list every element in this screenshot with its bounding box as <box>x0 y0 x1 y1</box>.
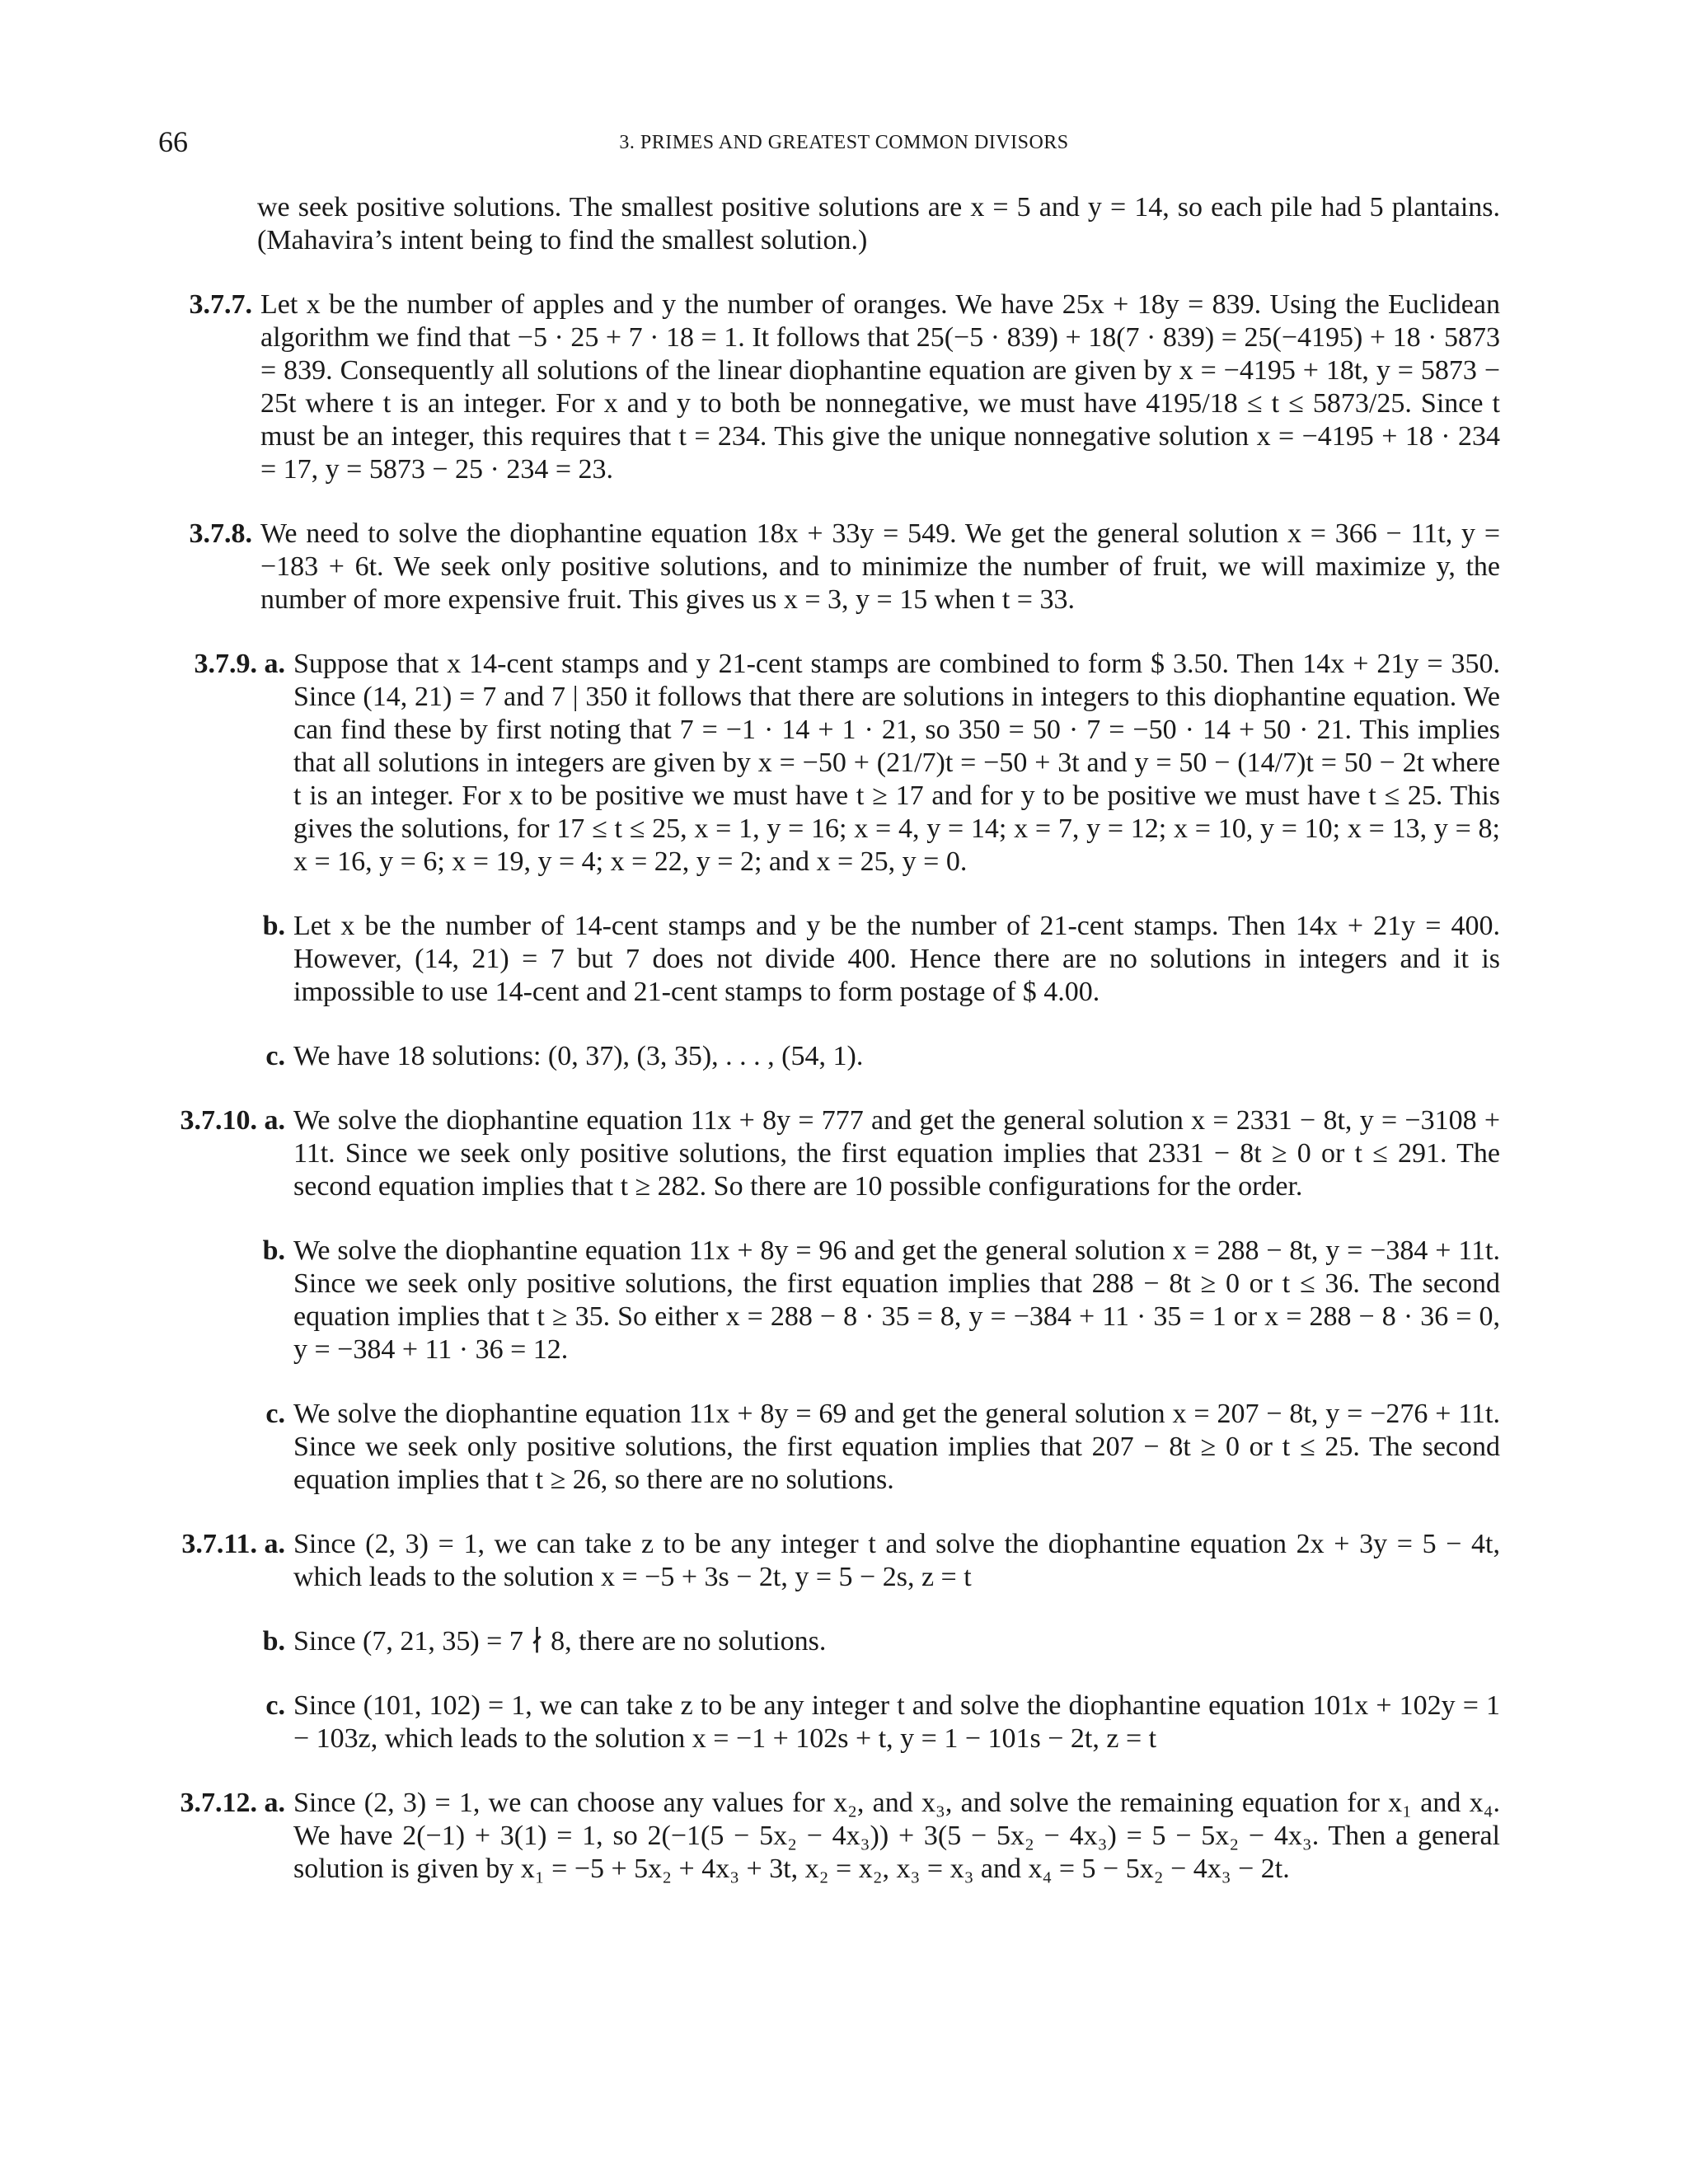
item-label: 3.7.11. a. <box>181 1529 285 1559</box>
item-text: We solve the diophantine equation 11x + 8y = 96 and get the general solution x = 288 − 8t, y = −384 + 11t. Since we seek only positive solutions, the first equation implies that 288 − 8t ≥ 0 or t ≤ 36. The second equation implies that t ≥ 35. So either x = 288 − 8 · 35 = 8, y = −384 + 11 · 35 = 1 or x = 288 − 8 · 36 = 0, y = −384 + 11 · 36 = 12. <box>293 1235 1500 1365</box>
item-text: Let x be the number of apples and y the number of oranges. We have 25x + 18y = 839. Using the Euclidean algorithm we find that −5 · 25 + 7 · 18 = 1. It follows that 25(−5 · 839) + 18(7 · 839) = 25(−4195) + 18 · 5873 = 839. Consequently all solutions of the linear diophantine equation are given by x = −4195 + 18t, y = 5873 − 25t where t is an integer. For x and y to both be nonnegative, we must have 4195/18 ≤ t ≤ 5873/25. Since t must be an integer, this requires that t = 234. This give the unique nonnegative solution x = −4195 + 18 · 234 = 17, y = 5873 − 25 · 234 = 23. <box>260 289 1500 485</box>
item-label: 3.7.12. a. <box>180 1788 285 1818</box>
item-label: 3.7.8. <box>189 518 252 549</box>
solution-3-7-11-c <box>181 1690 1500 1755</box>
solution-3-7-8 <box>181 518 1500 616</box>
solution-3-7-9-b <box>181 910 1500 1009</box>
item-text: Let x be the number of 14-cent stamps and y be the number of 21-cent stamps. Then 14x + 21y = 400. However, (14, 21) = 7 but 7 does not divide 400. Hence there are no solutions in integers and it is impossible to use 14-cent and 21-cent stamps to form postage of $ 4.00. <box>293 911 1500 1007</box>
solution-3-7-12-a <box>181 1787 1500 1886</box>
item-text: Since (101, 102) = 1, we can take z to be any integer t and solve the diophantine equation 101x + 102y = 1 − 103z, which leads to the solution x = −1 + 102s + t, y = 1 − 101s − 2t, z = t <box>293 1690 1500 1754</box>
solution-3-7-11-b <box>181 1625 1500 1658</box>
item-label: c. <box>265 1690 285 1721</box>
solution-3-7-9-c <box>181 1040 1500 1073</box>
solution-3-7-11-a <box>181 1528 1500 1594</box>
item-text: Suppose that x 14-cent stamps and y 21-cent stamps are combined to form $ 3.50. Then 14x + 21y = 350. Since (14, 21) = 7 and 7 | 350 it follows that there are solutions in integers to this diophantine equation. We can find these by first noting that 7 = −1 · 14 + 1 · 21, so 350 = 50 · 7 = −50 · 14 + 50 · 21. This implies that all solutions in integers are given by x = −50 + (21/7)t = −50 + 3t and y = 50 − (14/7)t = 50 − 2t where t is an integer. For x to be positive we must have t ≥ 17 and for y to be positive we must have t ≤ 25. This gives the solutions, for 17 ≤ t ≤ 25, x = 1, y = 16; x = 4, y = 14; x = 7, y = 12; x = 10, y = 10; x = 13, y = 8; x = 16, y = 6; x = 19, y = 4; x = 22, y = 2; and x = 25, y = 0. <box>293 649 1500 877</box>
item-label: 3.7.10. a. <box>180 1105 285 1136</box>
item-label: c. <box>265 1399 285 1429</box>
item-label: b. <box>262 1626 285 1657</box>
running-head: 3. PRIMES AND GREATEST COMMON DIVISORS <box>619 132 1069 153</box>
item-text: We solve the diophantine equation 11x + 8y = 69 and get the general solution x = 207 − 8t, y = −276 + 11t. Since we seek only positive solutions, the first equation implies that 207 − 8t ≥ 0 or t ≤ 25. The second equation implies that t ≥ 26, so there are no solutions. <box>293 1399 1500 1495</box>
item-label: 3.7.7. <box>189 289 252 320</box>
item-label: b. <box>262 911 285 941</box>
item-text: We have 18 solutions: (0, 37), (3, 35), . . . , (54, 1). <box>293 1041 864 1071</box>
solution-3-7-10-a <box>181 1104 1500 1203</box>
solution-3-7-10-b <box>181 1235 1500 1366</box>
item-text: Since (7, 21, 35) = 7 ∤ 8, there are no solutions. <box>293 1626 827 1657</box>
solution-3-7-9-a <box>181 648 1500 879</box>
continued-paragraph: we seek positive solutions. The smallest positive solutions are x = 5 and y = 14, so each pile had 5 plantains. (Mahavira’s intent being to find the smallest solution.) <box>257 192 1500 255</box>
item-text: Since (2, 3) = 1, we can choose any values for x₂, and x₃, and solve the remaining equation for x₁ and x₄. We have 2(−1) + 3(1) = 1, so 2(−1(5 − 5x₂ − 4x₃)) + 3(5 − 5x₂ − 4x₃) = 5 − 5x₂ − 4x₃. Then a general solution is given by x₁ = −5 + 5x₂ + 4x₃ + 3t, x₂ = x₂, x₃ = x₃ and x₄ = 5 − 5x₂ − 4x₃ − 2t. <box>293 1788 1500 1884</box>
page-body <box>181 191 1500 1886</box>
page-number: 66 <box>158 125 188 158</box>
item-text: Since (2, 3) = 1, we can take z to be any integer t and solve the diophantine equation 2x + 3y = 5 − 4t, which leads to the solution x = −5 + 3s − 2t, y = 5 − 2s, z = t <box>293 1529 1500 1592</box>
item-label: b. <box>262 1235 285 1266</box>
item-label: 3.7.9. a. <box>194 649 285 679</box>
solution-3-7-10-c <box>181 1398 1500 1497</box>
item-label: c. <box>265 1041 285 1071</box>
solution-3-7-7 <box>181 288 1500 486</box>
item-text: We solve the diophantine equation 11x + 8y = 777 and get the general solution x = 2331 − 8t, y = −3108 + 11t. Since we seek only positive solutions, the first equation implies that 2331 − 8t ≥ 0 or t ≤ 291. The second equation implies that t ≥ 282. So there are 10 possible configurations for the order. <box>293 1105 1500 1202</box>
item-text: We need to solve the diophantine equation 18x + 33y = 549. We get the general solution x = 366 − 11t, y = −183 + 6t. We seek only positive solutions, and to minimize the number of fruit, we will maximize y, the number of more expensive fruit. This gives us x = 3, y = 15 when t = 33. <box>260 518 1500 615</box>
